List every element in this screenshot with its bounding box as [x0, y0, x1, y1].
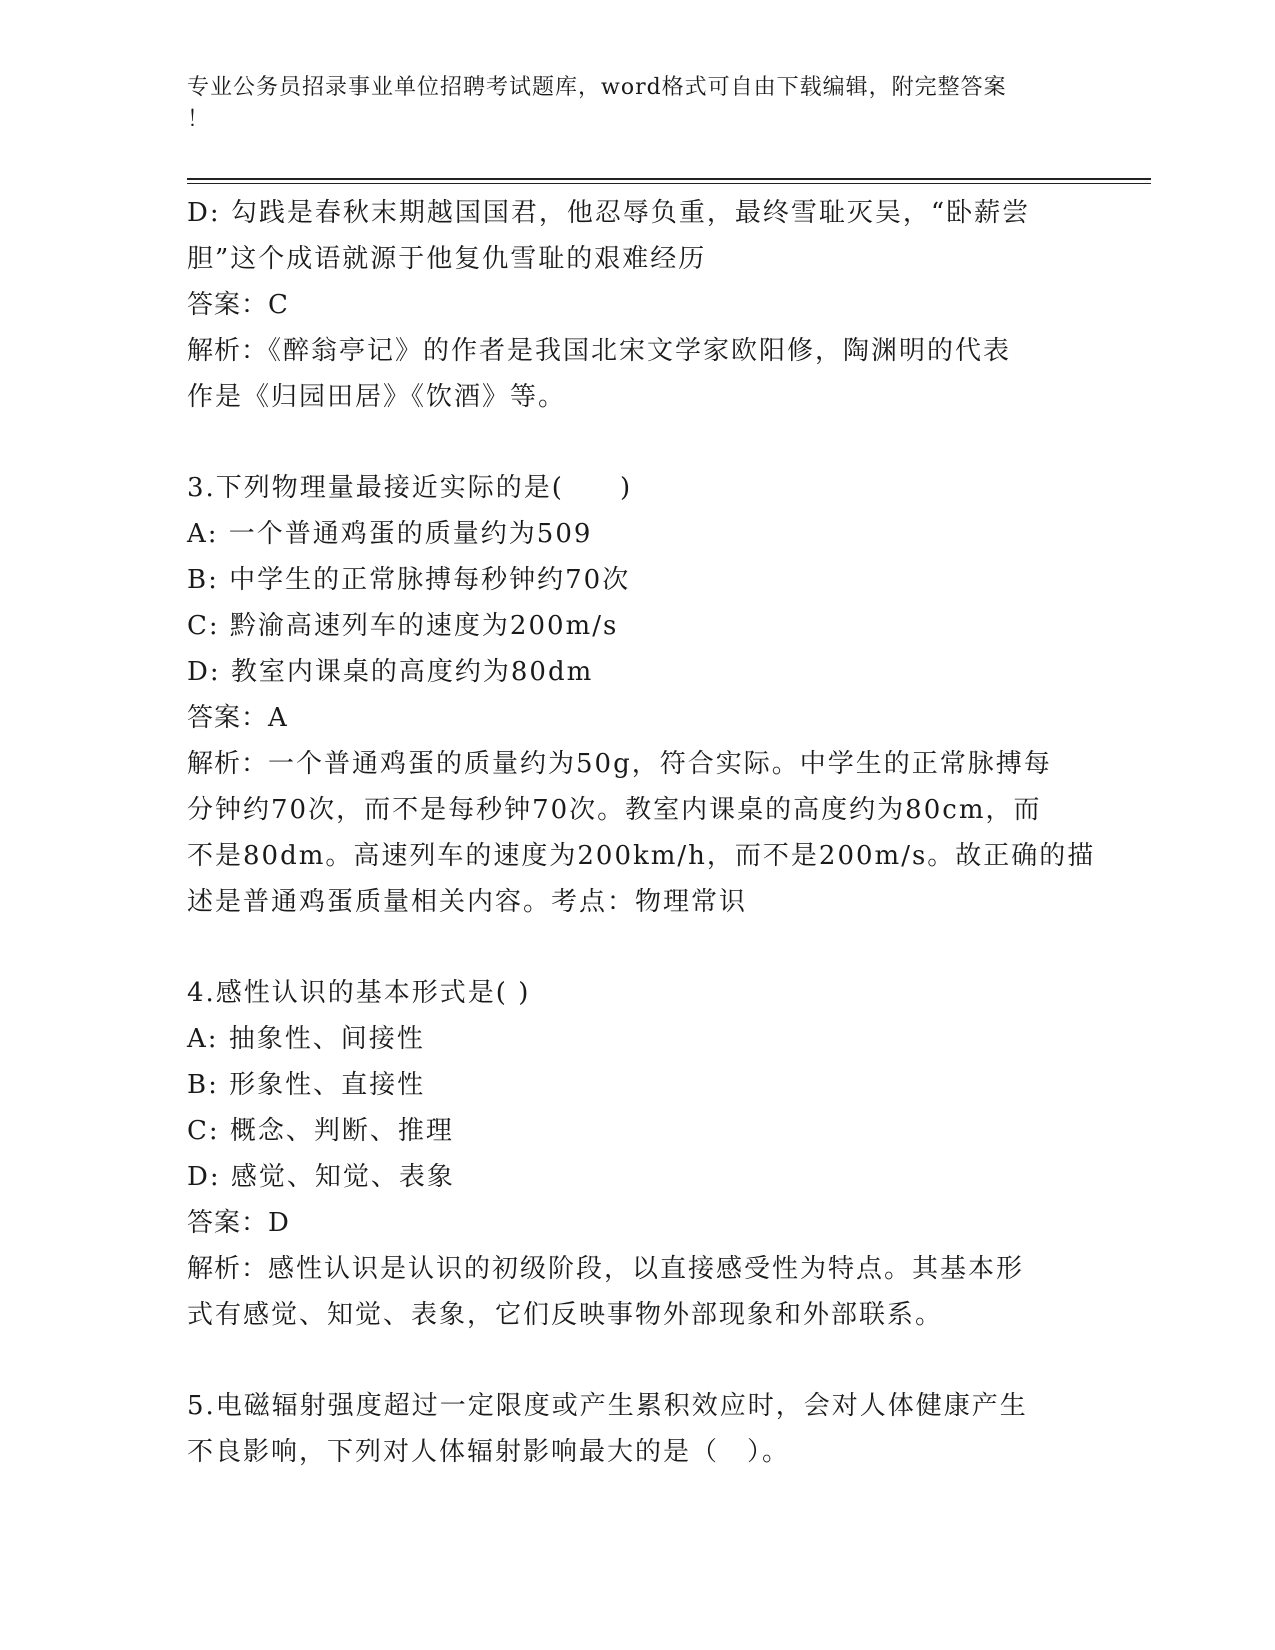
q3-analysis-line4: 述是普通鸡蛋质量相关内容。考点：物理常识 — [187, 887, 748, 917]
q4-option-d: D: 感觉、知觉、表象 — [187, 1162, 455, 1192]
q3-option-b: B: 中学生的正常脉搏每秒钟约70次 — [187, 565, 631, 595]
header-text: 专业公务员招录事业单位招聘考试题库，word格式可自由下载编辑，附完整答案 — [187, 75, 1007, 100]
answer-label: 答案： — [187, 1208, 269, 1238]
header-rule-thin — [187, 183, 1151, 184]
spacer — [187, 1338, 1087, 1383]
header-rule — [187, 178, 1151, 180]
q3-analysis-line2: 分钟约70次，而不是每秒钟70次。教室内课桌的高度约为80cm，而 — [187, 795, 1042, 825]
header-text-continuation: ！ — [187, 107, 211, 132]
analysis-text: 《醉翁亭记》的作者是我国北宋文学家欧阳修，陶渊明的代表 — [268, 336, 1012, 366]
q2-answer — [187, 282, 1087, 328]
q2-analysis-line2: 作是《归园田居》《饮酒》等。 — [187, 382, 567, 412]
q4-option-a: A: 抽象性、间接性 — [187, 1024, 425, 1054]
answer-label: 答案： — [187, 703, 269, 733]
q4-analysis-line1 — [187, 1246, 1087, 1292]
q4-option-b: B: 形象性、直接性 — [187, 1070, 426, 1100]
q4-analysis-line2: 式有感觉、知觉、表象，它们反映事物外部现象和外部联系。 — [187, 1300, 944, 1330]
q2-option-d-line2: 胆”这个成语就源于他复仇雪耻的艰难经历 — [187, 244, 707, 274]
page-header — [187, 72, 1067, 136]
q3-question: 3.下列物理量最接近实际的是( ) — [187, 473, 633, 503]
question-content — [187, 190, 1096, 1475]
q3-option-d: D: 教室内课桌的高度约为80dm — [187, 657, 594, 687]
answer-value: D — [268, 1208, 291, 1238]
q3-option-a: A: 一个普通鸡蛋的质量约为509 — [187, 519, 593, 549]
q2-option-d-line1: D: 勾践是春秋末期越国国君，他忍辱负重，最终雪耻灭吴，“卧薪尝 — [187, 198, 1031, 228]
spacer — [187, 925, 1087, 970]
analysis-label: 解析： — [187, 1254, 269, 1284]
q5-question-line2: 不良影响，下列对人体辐射影响最大的是（ ）。 — [187, 1437, 791, 1467]
q3-answer — [187, 695, 1087, 741]
answer-value: C — [268, 290, 290, 320]
q4-option-c: C: 概念、判断、推理 — [187, 1116, 454, 1146]
q4-question: 4.感性认识的基本形式是( ) — [187, 978, 531, 1008]
q2-analysis-line1 — [187, 328, 1087, 374]
analysis-text: 感性认识是认识的初级阶段，以直接感受性为特点。其基本形 — [268, 1254, 1025, 1284]
q4-answer — [187, 1200, 1087, 1246]
q3-analysis-line3: 不是80dm。高速列车的速度为200km/h，而不是200m/s。故正确的描 — [187, 841, 1096, 871]
spacer — [187, 420, 1087, 465]
answer-value: A — [268, 703, 289, 733]
answer-label: 答案： — [187, 290, 269, 320]
analysis-label: 解析： — [187, 336, 269, 366]
q3-option-c: C: 黔渝高速列车的速度为200m/s — [187, 611, 619, 641]
q5-question-line1: 5.电磁辐射强度超过一定限度或产生累积效应时，会对人体健康产生 — [187, 1391, 1028, 1421]
analysis-label: 解析： — [187, 749, 269, 779]
q3-analysis-line1 — [187, 741, 1087, 787]
analysis-text: 一个普通鸡蛋的质量约为50g，符合实际。中学生的正常脉搏每 — [268, 749, 1052, 779]
